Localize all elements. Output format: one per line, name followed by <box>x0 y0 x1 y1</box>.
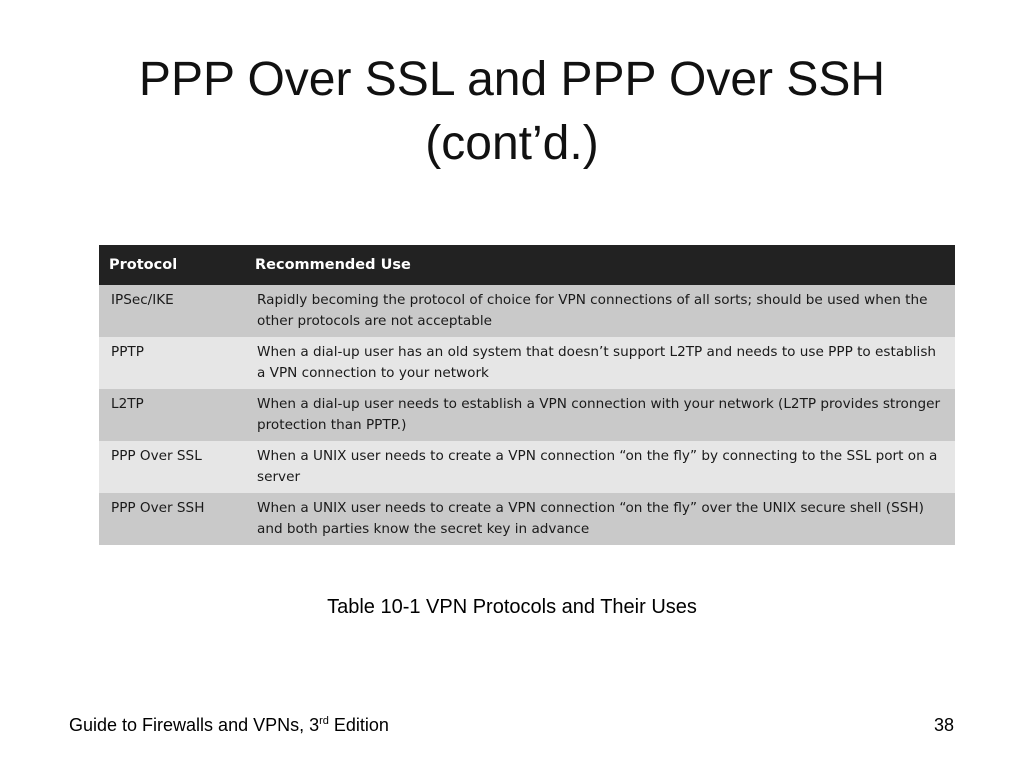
slide-title-line-1: PPP Over SSL and PPP Over SSH <box>138 53 886 106</box>
recommended-use-cell: When a UNIX user needs to create a VPN connection “on the fly” over the UNIX secure shell (SSH) and both parties know the secret key in advance <box>245 493 955 545</box>
footer-book-suffix: Edition <box>328 715 389 735</box>
protocol-cell: IPSec/IKE <box>99 285 245 337</box>
recommended-use-cell: When a UNIX user needs to create a VPN connection “on the fly” by connecting to the SSL port on a server <box>245 441 955 493</box>
vpn-protocols-table <box>99 245 955 545</box>
slide-title <box>0 48 1024 176</box>
recommended-use-cell: Rapidly becoming the protocol of choice for VPN connections of all sorts; should be used when the other protocols are not acceptable <box>245 285 955 337</box>
table-header-row <box>99 245 955 285</box>
table-row <box>99 493 955 545</box>
table-row <box>99 441 955 493</box>
footer-book-title <box>69 715 389 736</box>
recommended-use-cell: When a dial-up user has an old system that doesn’t support L2TP and needs to use PPP to establish a VPN connection to your network <box>245 337 955 389</box>
header-protocol: Protocol <box>99 245 245 285</box>
table-row <box>99 285 955 337</box>
protocol-cell: PPTP <box>99 337 245 389</box>
table-row <box>99 389 955 441</box>
footer-book-prefix: Guide to Firewalls and VPNs, 3 <box>69 715 320 735</box>
table-caption: Table 10-1 VPN Protocols and Their Uses <box>327 596 697 618</box>
vpn-protocols-table-container <box>99 245 955 545</box>
protocol-cell: PPP Over SSL <box>99 441 245 493</box>
protocol-cell: PPP Over SSH <box>99 493 245 545</box>
recommended-use-cell: When a dial-up user needs to establish a VPN connection with your network (L2TP provides stronger protection than PPTP.) <box>245 389 955 441</box>
page-number: 38 <box>933 715 954 735</box>
header-recommended-use: Recommended Use <box>245 245 955 285</box>
footer-book-ordinal: rd <box>319 715 329 727</box>
table-row <box>99 337 955 389</box>
protocol-cell: L2TP <box>99 389 245 441</box>
slide-title-line-2: (cont’d.) <box>425 117 599 170</box>
